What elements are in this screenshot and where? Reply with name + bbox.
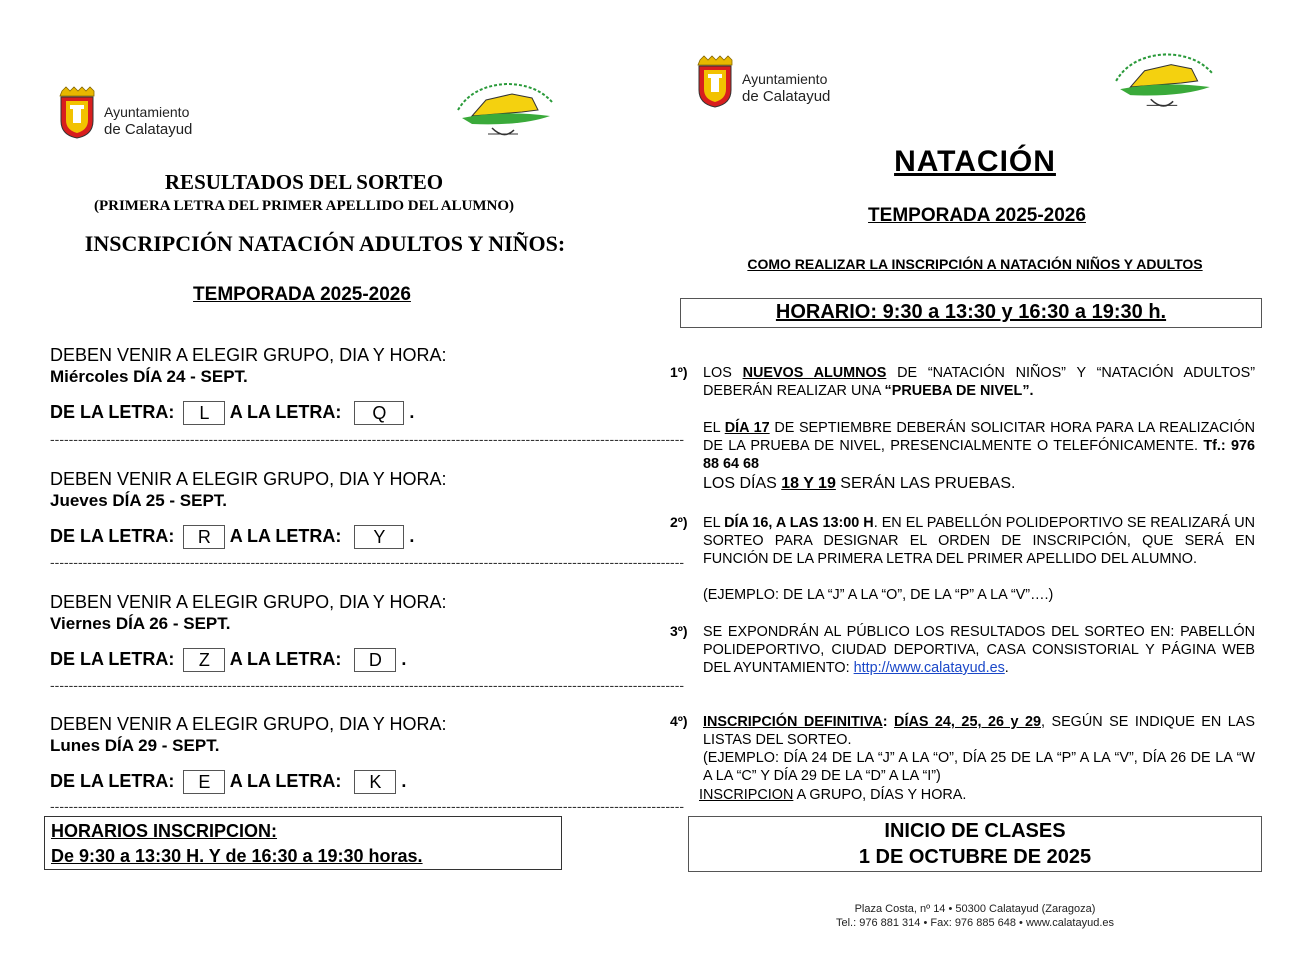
- to-letter-box: K: [354, 770, 396, 794]
- group-block: [50, 344, 446, 388]
- coat-of-arms-icon: [58, 87, 96, 139]
- coat-of-arms-icon: [696, 56, 734, 108]
- item-number: 2º): [670, 514, 688, 530]
- group-block: [50, 468, 446, 512]
- item-number: 4º): [670, 713, 688, 729]
- deben-text: DEBEN VENIR A ELEGIR GRUPO, DIA Y HORA:: [50, 469, 447, 489]
- text-span: DE SEPTIEMBRE DEBERÁN SOLICITAR HORA PARA LA REALIZACIÓN DE LA PRUEBA DE NIVEL, PRESENCIALMENTE O TELEFÓNICAMENTE.: [703, 420, 1255, 454]
- footer-address: Plaza Costa, nº 14 • 50300 Calatayud (Zaragoza): [854, 903, 1096, 915]
- from-label: DE LA LETRA:: [50, 770, 175, 791]
- deben-text: DEBEN VENIR A ELEGIR GRUPO, DIA Y HORA:: [50, 714, 447, 734]
- row-end: .: [409, 525, 415, 546]
- text-span: . EN EL PABELLÓN POLIDEPORTIVO SE REALIZARÁ UN SORTEO PARA DESIGNAR EL ORDEN DE INSCRIPCIÓN, QUE SERÁ EN FUNCIÓN DE LA PRIMERA LETRA DEL PRIMER APELLIDO DEL ALUMNO.: [703, 515, 1255, 567]
- to-letter-box: Y: [354, 525, 404, 549]
- letter-range-row: [50, 401, 414, 425]
- item-3-text: [703, 623, 1255, 677]
- from-letter-box: E: [183, 770, 225, 794]
- dias-inscripcion: DÍAS 24, 25, 26 y 29: [894, 714, 1041, 730]
- sorteo-subtitle: (PRIMERA LETRA DEL PRIMER APELLIDO DEL ALUMNO): [93, 198, 515, 214]
- calatayud-website-link[interactable]: http://www.calatayud.es: [853, 660, 1005, 676]
- deben-text: DEBEN VENIR A ELEGIR GRUPO, DIA Y HORA:: [50, 592, 447, 612]
- text-span: EL: [703, 420, 721, 436]
- horarios-text: De 9:30 a 13:30 H. Y de 16:30 a 19:30 horas.: [51, 846, 423, 866]
- item-4-text: [703, 713, 1255, 749]
- day-text: Viernes DÍA 26 - SEPT.: [50, 614, 231, 633]
- item-number: 3º): [670, 623, 688, 639]
- inscripcion-word: INSCRIPCION: [699, 787, 794, 803]
- text-span: .: [1004, 660, 1009, 676]
- day-text: Miércoles DÍA 24 - SEPT.: [50, 367, 248, 386]
- item-1-text: [703, 364, 1255, 400]
- season-heading: TEMPORADA 2025-2026: [868, 205, 1086, 226]
- from-letter-box: R: [183, 525, 225, 549]
- dia-17: DÍA 17: [724, 420, 770, 436]
- to-label: A LA LETRA:: [229, 648, 342, 669]
- item-1-pruebas: [703, 475, 1015, 493]
- day-text: Jueves DÍA 25 - SEPT.: [50, 491, 228, 510]
- sorteo-title: RESULTADOS DEL SORTEO: [164, 170, 444, 194]
- text-span: LOS: [703, 365, 732, 381]
- row-end: .: [409, 401, 415, 422]
- como-heading: COMO REALIZAR LA INSCRIPCIÓN A NATACIÓN NIÑOS Y ADULTOS: [747, 256, 1203, 272]
- natacion-title: NATACIÓN: [894, 145, 1056, 178]
- horario-box: [680, 298, 1262, 328]
- text-span: SERÁN LAS PRUEBAS.: [840, 475, 1016, 492]
- text-span: SE EXPONDRÁN AL PÚBLICO LOS RESULTADOS DEL SORTEO EN: PABELLÓN POLIDEPORTIVO, CIUDAD DEPORTIVA, CASA CONSISTORIAL Y PÁGINA WEB DEL AYUNTAMIENTO:: [703, 624, 1255, 676]
- text-span: EL: [703, 515, 721, 531]
- text-span: A GRUPO, DÍAS Y HORA.: [796, 787, 967, 803]
- dias-18-19: 18 Y 19: [781, 475, 836, 492]
- to-letter-box: Q: [354, 401, 404, 425]
- from-label: DE LA LETRA:: [50, 648, 175, 669]
- deben-text: DEBEN VENIR A ELEGIR GRUPO, DIA Y HORA:: [50, 345, 447, 365]
- text-span: LOS DÍAS: [703, 475, 777, 492]
- ayuntamiento-logo: [58, 87, 193, 144]
- to-label: A LA LETRA:: [229, 401, 342, 422]
- inscripcion-heading: INSCRIPCIÓN NATACIÓN ADULTOS Y NIÑOS:: [84, 231, 566, 256]
- item-1-detail: [703, 419, 1255, 473]
- season-heading: TEMPORADA 2025-2026: [193, 284, 411, 305]
- horarios-inscripcion-box: [44, 816, 562, 870]
- group-block: [50, 591, 446, 635]
- logo-line-2: de Calatayud: [742, 88, 831, 105]
- letter-range-row: [50, 770, 406, 794]
- row-end: .: [401, 770, 407, 791]
- item-4-footer: [699, 787, 966, 803]
- dashed-divider: ----------------------------------------------------------------------------------------------------------------------------------------: [50, 677, 685, 693]
- to-label: A LA LETRA:: [229, 770, 342, 791]
- row-end: .: [401, 648, 407, 669]
- dia-16: DÍA 16, A LAS 13:00 H: [724, 515, 874, 531]
- patronato-deportes-logo: [1110, 50, 1220, 120]
- item-2-text: [703, 514, 1255, 568]
- prueba-nivel: “PRUEBA DE NIVEL”.: [884, 383, 1034, 399]
- horario-text: HORARIO: 9:30 a 13:30 y 16:30 a 19:30 h.: [775, 301, 1167, 323]
- inicio-clases-box: [688, 816, 1262, 872]
- from-letter-box: L: [183, 401, 225, 425]
- inicio-line-1: INICIO DE CLASES: [884, 820, 1066, 842]
- letter-range-row: [50, 648, 406, 672]
- from-letter-box: Z: [183, 648, 225, 672]
- horarios-title: HORARIOS INSCRIPCION:: [51, 821, 278, 841]
- phone-number: Tf.: 976 88 64 68: [703, 438, 1255, 472]
- patronato-deportes-logo: [452, 80, 560, 148]
- inicio-line-2: 1 DE OCTUBRE DE 2025: [858, 846, 1092, 868]
- to-letter-box: D: [354, 648, 396, 672]
- group-block: [50, 713, 446, 757]
- logo-line-1: Ayuntamiento: [742, 71, 828, 87]
- item-4-example: (EJEMPLO: DÍA 24 DE LA “J” A LA “O”, DÍA 25 DE LA “P” A LA “V”, DÍA 26 DE LA “W A LA “C” Y DÍA 29 DE LA “D” A LA “I”): [703, 750, 1255, 784]
- letter-range-row: [50, 525, 414, 549]
- inscripcion-definitiva: INSCRIPCIÓN DEFINITIVA: [703, 714, 883, 730]
- text-span: :: [882, 714, 888, 730]
- logo-line-2: de Calatayud: [104, 121, 193, 138]
- day-text: Lunes DÍA 29 - SEPT.: [50, 736, 220, 755]
- text-span: , SEGÚN SE INDIQUE EN LAS LISTAS DEL SORTEO.: [703, 714, 1255, 748]
- item-number: 1º): [670, 364, 688, 380]
- footer-contact: Tel.: 976 881 314 • Fax: 976 885 648 • www.calatayud.es: [836, 917, 1114, 929]
- text-span: DE “NATACIÓN NIÑOS” Y “NATACIÓN ADULTOS” DEBERÁN REALIZAR UNA: [703, 365, 1255, 399]
- from-label: DE LA LETRA:: [50, 401, 175, 422]
- from-label: DE LA LETRA:: [50, 525, 175, 546]
- logo-line-1: Ayuntamiento: [104, 104, 190, 120]
- nuevos-alumnos: NUEVOS ALUMNOS: [742, 365, 887, 381]
- ayuntamiento-logo: [696, 56, 831, 113]
- item-2-example: (EJEMPLO: DE LA “J” A LA “O”, DE LA “P” A LA “V”….): [703, 587, 1054, 603]
- dashed-divider: ----------------------------------------------------------------------------------------------------------------------------------------: [50, 554, 685, 570]
- dashed-divider: ----------------------------------------------------------------------------------------------------------------------------------------: [50, 431, 685, 447]
- dashed-divider: ----------------------------------------------------------------------------------------------------------------------------------------: [50, 798, 685, 814]
- to-label: A LA LETRA:: [229, 525, 342, 546]
